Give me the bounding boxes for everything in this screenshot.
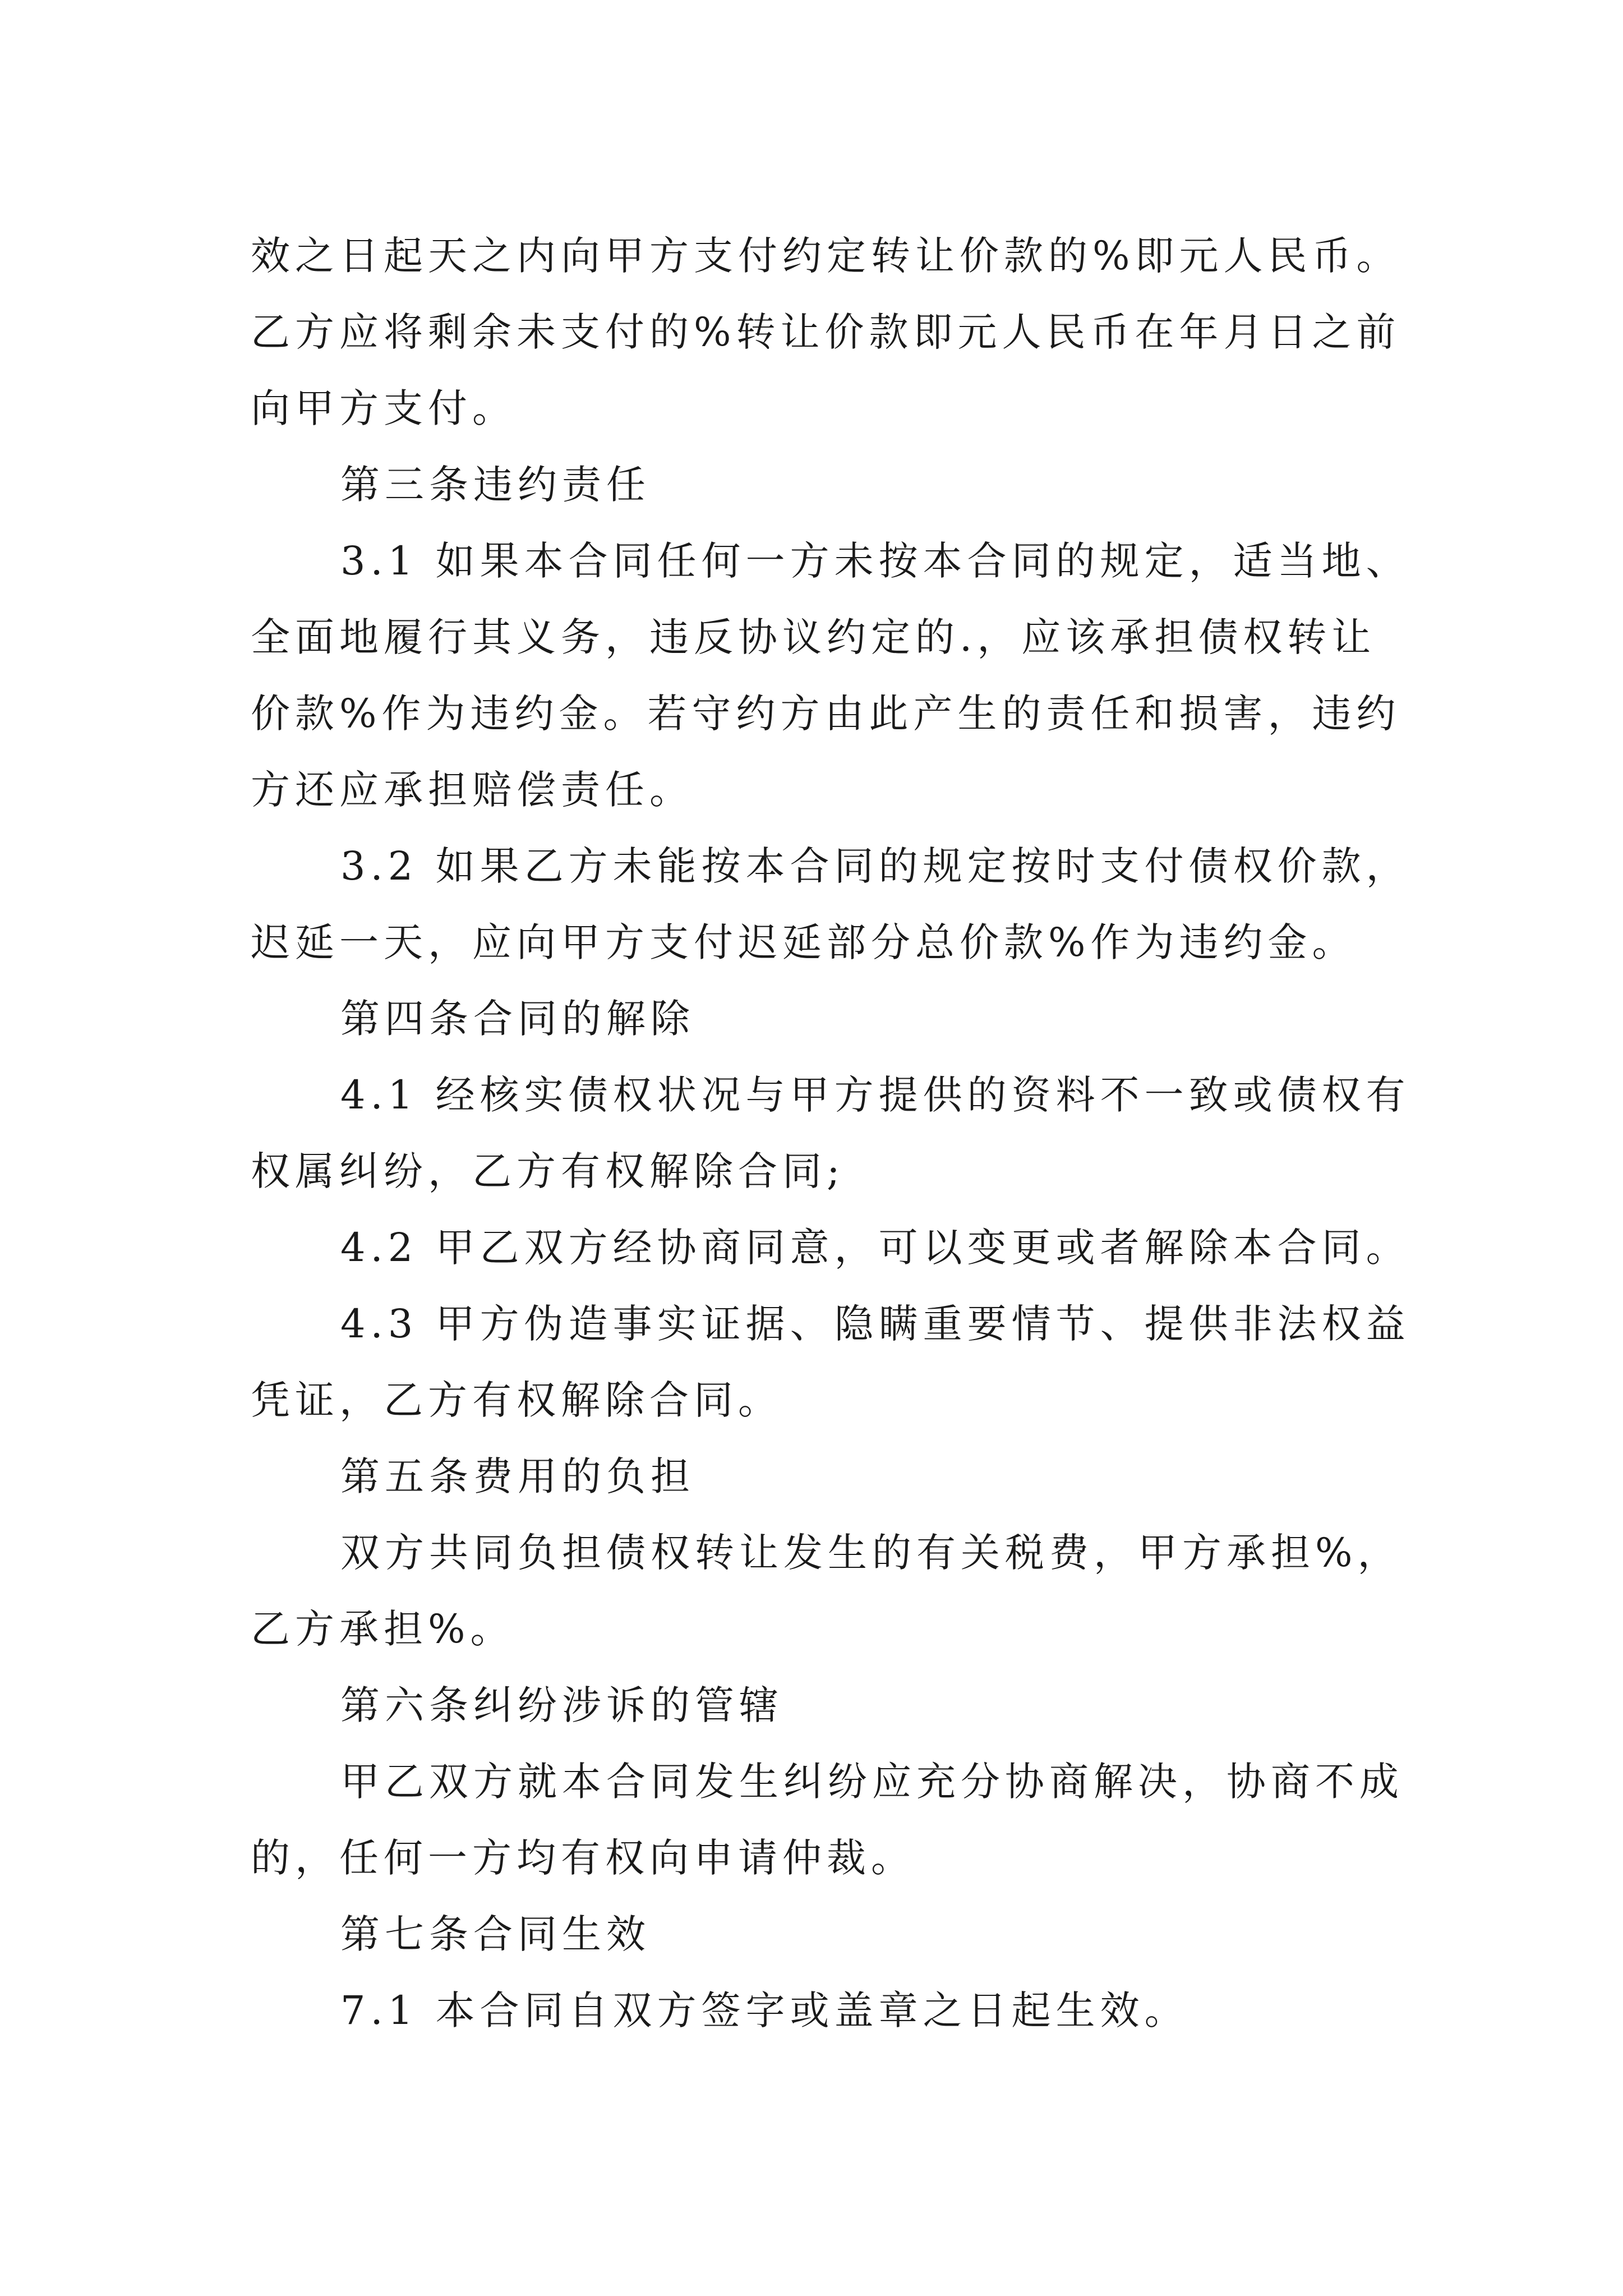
section-heading: 第四条合同的解除 <box>340 996 695 1042</box>
section-heading: 第六条纠纷涉诉的管辖 <box>340 1682 783 1728</box>
text-line: 4.3 甲方伪造事实证据、隐瞒重要情节、提供非法权益 <box>340 1301 1410 1347</box>
document-body <box>251 218 1410 2049</box>
text-line: 双方共同负担债权转让发生的有关税费，甲方承担%， <box>340 1530 1402 1576</box>
section-heading: 第三条违约责任 <box>340 462 651 508</box>
section-heading: 第五条费用的负担 <box>340 1453 695 1499</box>
text-line: 的，任何一方均有权向申请仲裁。 <box>251 1835 915 1881</box>
text-line: 凭证，乙方有权解除合同。 <box>251 1377 782 1423</box>
text-line: 甲乙双方就本合同发生纠纷应充分协商解决，协商不成 <box>340 1759 1404 1805</box>
text-line: 迟延一天，应向甲方支付迟延部分总价款%作为违约金。 <box>251 919 1357 965</box>
text-line: 3.1 如果本合同任何一方未按本合同的规定，适当地、 <box>340 538 1410 584</box>
text-line: 3.2 如果乙方未能按本合同的规定按时支付债权价款， <box>340 843 1410 889</box>
text-line: 7.1 本合同自双方签字或盖章之日起生效。 <box>340 1987 1189 2033</box>
text-line: 效之日起天之内向甲方支付约定转让价款的%即元人民币。 <box>251 233 1401 279</box>
section-heading: 第七条合同生效 <box>340 1911 651 1957</box>
text-line: 4.1 经核实债权状况与甲方提供的资料不一致或债权有 <box>340 1072 1410 1118</box>
text-line: 乙方应将剩余未支付的%转让价款即元人民币在年月日之前 <box>251 309 1401 355</box>
text-line: 全面地履行其义务，违反协议约定的.，应该承担债权转让 <box>251 614 1376 660</box>
text-line: 价款%作为违约金。若守约方由此产生的责任和损害，违约 <box>251 691 1401 737</box>
text-line: 向甲方支付。 <box>251 385 517 431</box>
text-line: 权属纠纷，乙方有权解除合同; <box>251 1148 845 1194</box>
text-line: 乙方承担%。 <box>251 1606 515 1652</box>
text-line: 4.2 甲乙双方经协商同意，可以变更或者解除本合同。 <box>340 1225 1410 1271</box>
text-line: 方还应承担赔偿责任。 <box>251 767 694 813</box>
